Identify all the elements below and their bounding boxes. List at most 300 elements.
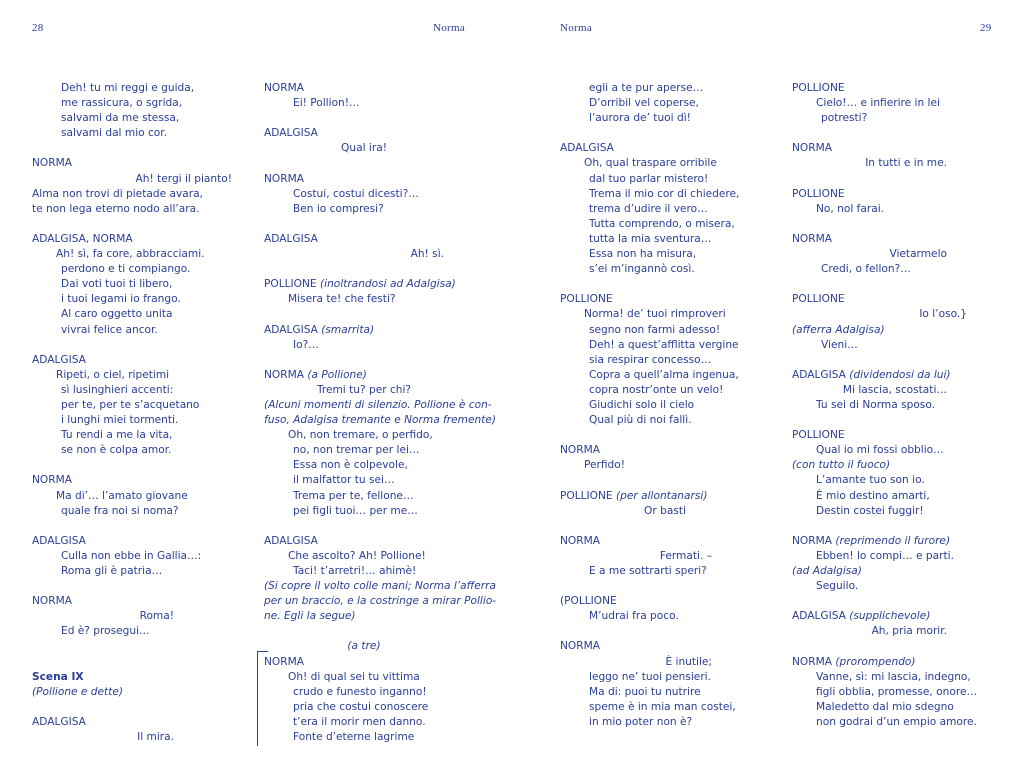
- verse-line: [264, 730, 464, 745]
- line-text: Giudichi solo il cielo: [589, 398, 695, 411]
- speaker-name: [792, 81, 967, 96]
- line-text: NORMA: [560, 534, 601, 547]
- blank-line: [32, 217, 232, 232]
- speaker-name: [560, 534, 770, 549]
- line-text: Vietarmelo: [889, 248, 947, 261]
- line-text: fuso, Adalgisa tremante e Norma fremente): [264, 414, 497, 427]
- verse-line: [32, 383, 232, 398]
- stage-direction: [792, 564, 967, 579]
- verse-line: [32, 111, 232, 126]
- line-text: pria che costui conoscere: [293, 700, 429, 713]
- right-running-title: Norma: [560, 22, 593, 34]
- line-text: Tremi tu? per chi?: [316, 383, 412, 396]
- line-text: se non è colpa amor.: [61, 444, 172, 457]
- verse-line: [792, 262, 967, 277]
- verse-line: [560, 96, 770, 111]
- line-text: Dai voti tuoi ti libero,: [61, 278, 173, 291]
- speaker-name: [32, 156, 232, 171]
- line-text: POLLIONE: [792, 187, 845, 200]
- speaker-name: [792, 609, 967, 624]
- verse-line: [792, 443, 967, 458]
- verse-line: [32, 398, 232, 413]
- verse-line: [264, 564, 464, 579]
- blank-line: [792, 172, 967, 187]
- verse-line: [560, 338, 770, 353]
- verse-line: [792, 338, 967, 353]
- speaker-name: [792, 534, 967, 549]
- line-text: POLLIONE: [792, 82, 845, 94]
- verse-line: [792, 307, 967, 322]
- verse-line: [32, 624, 232, 639]
- line-text: NORMA: [792, 655, 833, 668]
- line-text: Ma di: puoi tu nutrire: [589, 685, 701, 698]
- speaker-name: [792, 187, 967, 202]
- text-column-1: [32, 81, 232, 745]
- line-text: ADALGISA: [792, 368, 846, 381]
- verse-line: [560, 111, 770, 126]
- verse-line: [792, 111, 967, 126]
- verse-line: [560, 715, 770, 730]
- verse-line: [32, 323, 232, 338]
- stage-direction: (a Pollione): [304, 368, 367, 381]
- line-text: no, non tremar per lei…: [293, 444, 420, 457]
- verse-line: [792, 473, 967, 488]
- blank-line: [32, 655, 232, 670]
- line-text: Cielo!… e infierire in lei: [816, 97, 940, 110]
- verse-line: [560, 353, 770, 368]
- line-text: i lunghi miei tormenti.: [61, 414, 179, 427]
- verse-line: [32, 307, 232, 322]
- line-text: trema d’udire il vero…: [589, 202, 708, 215]
- blank-line: [32, 519, 232, 534]
- speaker-name: [264, 655, 464, 670]
- line-text: Or basti: [644, 504, 686, 517]
- line-text: Taci! t’arretri!… ahimè!: [293, 565, 417, 577]
- line-text: M’udrai fra poco.: [589, 610, 679, 623]
- line-text: Qual più di noi fallì.: [589, 414, 692, 427]
- speaker-name: [560, 443, 770, 458]
- stage-direction: [264, 579, 496, 594]
- verse-line: [560, 383, 770, 398]
- line-text: tutta la mia sventura…: [589, 232, 712, 245]
- line-text: Ripeti, o ciel, ripetimi: [56, 368, 170, 381]
- line-text: Roma gli è patria…: [61, 565, 163, 577]
- line-text: NORMA: [560, 444, 601, 457]
- line-text: D’orribil vel coperse,: [589, 97, 699, 110]
- speaker-name: [264, 81, 464, 96]
- verse-line: [32, 262, 232, 277]
- line-text: segno non farmi adesso!: [589, 323, 721, 336]
- line-text: (con tutto il fuoco): [792, 459, 891, 472]
- speaker-name: [560, 639, 770, 654]
- line-text: POLLIONE: [792, 293, 845, 306]
- line-text: (Pollione e dette): [32, 685, 123, 698]
- verse-line: [792, 398, 967, 413]
- line-text: per un braccio, e la costringe a mirar Pollio-: [264, 595, 497, 608]
- speaker-name: [32, 715, 232, 730]
- verse-line: [264, 443, 464, 458]
- verse-line: [560, 700, 770, 715]
- speaker-name: [792, 368, 967, 383]
- blank-line: [792, 519, 967, 534]
- speaker-name: [560, 594, 770, 609]
- verse-line: [264, 187, 464, 202]
- speaker-name: [264, 277, 464, 292]
- blank-line: [264, 519, 464, 534]
- line-text: (Alcuni momenti di silenzio. Pollione è con-: [264, 398, 492, 411]
- speaker-name: [560, 141, 770, 156]
- line-text: ADALGISA: [792, 610, 846, 623]
- stage-direction: (prorompendo): [832, 655, 916, 668]
- line-text: Essa non è colpevole,: [293, 459, 408, 472]
- line-text: egli a te pur aperse…: [589, 82, 704, 94]
- verse-line: [264, 292, 464, 307]
- right-page: [512, 0, 1024, 768]
- line-text: È inutile;: [665, 655, 712, 668]
- verse-line: [32, 187, 232, 202]
- blank-line: [32, 141, 232, 156]
- line-text: l’aurora de’ tuoi dì!: [589, 112, 691, 125]
- speaker-name: [792, 292, 967, 307]
- speaker-name: [32, 353, 232, 368]
- verse-line: [560, 187, 770, 202]
- blank-line: [560, 624, 770, 639]
- speaker-name: [560, 292, 770, 307]
- verse-line: [560, 564, 770, 579]
- verse-line: [32, 504, 232, 519]
- line-text: ADALGISA: [32, 715, 86, 728]
- line-text: Scena IX: [32, 670, 84, 683]
- verse-line: [560, 655, 770, 670]
- verse-line: [792, 700, 967, 715]
- line-text: t’era il morir men danno.: [293, 715, 426, 728]
- blank-line: [264, 624, 464, 639]
- line-text: per te, per te s’acquetano: [61, 398, 200, 411]
- line-text: ADALGISA: [264, 232, 318, 245]
- speaker-name: [32, 232, 232, 247]
- line-text: speme è in mia man costei,: [589, 700, 736, 713]
- verse-line: [32, 81, 232, 96]
- stage-direction: [792, 458, 967, 473]
- line-text: Ebben! lo compi… e parti.: [816, 549, 954, 562]
- line-text: (a tre): [347, 640, 381, 653]
- blank-line: [32, 338, 232, 353]
- line-text: POLLIONE: [560, 489, 613, 502]
- verse-line: [560, 458, 770, 473]
- verse-line: [32, 609, 232, 624]
- line-text: Che ascolto? Ah! Pollione!: [288, 549, 426, 562]
- blank-line: [560, 428, 770, 443]
- line-text: Misera te! che festi?: [288, 293, 396, 306]
- line-text: NORMA: [32, 157, 73, 170]
- line-text: non godrai d’un empio amore.: [816, 715, 977, 728]
- line-text: crudo e funesto inganno!: [293, 685, 427, 698]
- left-page-number: 28: [32, 22, 44, 34]
- blank-line: [560, 277, 770, 292]
- verse-line: [560, 156, 770, 171]
- verse-line: [32, 413, 232, 428]
- stage-direction: (reprimendo il furore): [832, 534, 951, 547]
- verse-line: [792, 489, 967, 504]
- line-text: Maledetto dal mio sdegno: [816, 700, 954, 713]
- blank-line: [32, 639, 232, 654]
- line-text: NORMA: [792, 142, 833, 155]
- verse-line: [560, 609, 770, 624]
- blank-line: [264, 217, 464, 232]
- line-text: ADALGISA: [264, 127, 318, 140]
- verse-line: [560, 81, 770, 96]
- speaker-name: [264, 232, 464, 247]
- line-text: Vanne, sì: mi lascia, indegno,: [816, 670, 971, 683]
- blank-line: [792, 126, 967, 141]
- line-text: Ei! Pollion!…: [293, 97, 360, 110]
- speaker-name: [264, 323, 464, 338]
- verse-line: [264, 504, 464, 519]
- line-text: in mio poter non è?: [589, 715, 693, 728]
- line-text: Qual io mi fossi obblio…: [816, 444, 944, 457]
- verse-line: [264, 685, 464, 700]
- blank-line: [792, 639, 967, 654]
- line-text: ADALGISA: [32, 534, 86, 547]
- blank-line: [32, 579, 232, 594]
- text-column-3: [560, 81, 770, 730]
- line-text: te non lega eterno nodo all’ara.: [32, 202, 200, 215]
- line-text: Perfido!: [584, 459, 626, 472]
- verse-line: [264, 473, 464, 488]
- speaker-name: [32, 473, 232, 488]
- stage-direction: (supplichevole): [845, 610, 931, 623]
- line-text: Copra a quell’alma ingenua,: [589, 368, 739, 381]
- verse-line: [264, 141, 464, 156]
- blank-line: [792, 217, 967, 232]
- blank-line: [560, 126, 770, 141]
- verse-line: [32, 564, 232, 579]
- verse-line: [792, 156, 967, 171]
- blank-line: [264, 156, 464, 171]
- verse-line: [32, 292, 232, 307]
- line-text: POLLIONE: [792, 429, 845, 442]
- verse-line: [264, 247, 464, 262]
- stage-direction: (per allontanarsi): [612, 489, 708, 502]
- verse-line: [32, 247, 232, 262]
- verse-line: [560, 368, 770, 383]
- verse-line: [264, 700, 464, 715]
- speaker-name: [264, 126, 464, 141]
- line-text: Io?…: [293, 338, 319, 351]
- line-text: Norma! de’ tuoi rimproveri: [584, 308, 726, 321]
- line-text: Seguilo.: [816, 580, 859, 593]
- stage-direction: [264, 594, 497, 609]
- line-text: figli obblia, promesse, onore…: [816, 685, 978, 698]
- verse-line: [32, 443, 232, 458]
- line-text: salvami dal mio cor.: [61, 127, 168, 140]
- stage-bracket: [257, 651, 268, 746]
- line-text: Roma!: [139, 610, 174, 623]
- line-text: ADALGISA: [264, 323, 318, 336]
- line-text: vivrai felice ancor.: [61, 323, 158, 336]
- line-text: Oh, non tremare, o perfido,: [288, 429, 433, 442]
- line-text: (POLLIONE: [560, 595, 617, 608]
- speaker-name: [792, 141, 967, 156]
- stage-direction: [264, 639, 464, 654]
- line-text: POLLIONE: [560, 293, 613, 306]
- speaker-name: [264, 172, 464, 187]
- line-text: Destin costei fuggir!: [816, 504, 924, 517]
- verse-line: [792, 715, 977, 730]
- line-text: sia respirar concesso…: [589, 353, 712, 366]
- blank-line: [264, 307, 464, 322]
- text-column-4: [792, 81, 978, 730]
- line-text: salvami da me stessa,: [61, 112, 180, 125]
- line-text: NORMA: [264, 172, 305, 185]
- line-text: NORMA: [560, 640, 601, 653]
- verse-line: [560, 232, 770, 247]
- scene-heading: [32, 670, 232, 685]
- verse-line: [32, 126, 232, 141]
- line-text: Vieni…: [821, 338, 858, 351]
- line-text: ADALGISA, NORMA: [32, 232, 133, 245]
- line-text: NORMA: [32, 474, 73, 487]
- line-text: Costui, costui dicesti?…: [293, 187, 419, 200]
- verse-line: [792, 579, 967, 594]
- line-text: pei figli tuoi… per me…: [293, 504, 418, 517]
- verse-line: [32, 730, 232, 745]
- line-text: NORMA: [264, 655, 305, 668]
- blank-line: [32, 458, 232, 473]
- line-text: POLLIONE: [264, 278, 317, 291]
- speaker-name: [32, 534, 232, 549]
- speaker-name: [560, 489, 770, 504]
- verse-line: [264, 383, 464, 398]
- stage-direction: [264, 413, 497, 428]
- line-text: ADALGISA: [560, 142, 614, 155]
- line-text: NORMA: [792, 534, 833, 547]
- speaker-name: [792, 232, 967, 247]
- stage-direction: [792, 323, 967, 338]
- line-text: No, nol farai.: [816, 202, 885, 215]
- line-text: L’amante tuo son io.: [816, 474, 925, 487]
- verse-line: [560, 398, 770, 413]
- verse-line: [792, 549, 967, 564]
- verse-line: [792, 624, 967, 639]
- stage-direction: (dividendosi da lui): [845, 368, 951, 381]
- line-text: quale fra noi si noma?: [61, 504, 179, 517]
- speaker-name: [792, 655, 967, 670]
- line-text: Trema per te, fellone…: [293, 489, 414, 502]
- line-text: Fonte d’eterne lagrime: [293, 731, 415, 744]
- verse-line: [560, 549, 770, 564]
- line-text: perdono e ti compiango.: [61, 263, 191, 276]
- line-text: Culla non ebbe in Gallia…:: [61, 549, 202, 562]
- verse-line: [264, 458, 464, 473]
- line-text: Ah! sì, fa core, abbracciami.: [56, 248, 205, 261]
- speaker-name: [32, 594, 232, 609]
- blank-line: [792, 277, 967, 292]
- text-column-2: [264, 81, 497, 745]
- line-text: Deh! tu mi reggi e guida,: [61, 82, 195, 94]
- line-text: s’ei m’ingannò così.: [589, 263, 695, 276]
- line-text: ne. Egli la segue): [264, 610, 356, 623]
- line-text: Al caro oggetto unita: [61, 308, 173, 321]
- line-text: (afferra Adalgisa): [792, 323, 885, 336]
- line-text: Oh, qual traspare orribile: [584, 157, 717, 170]
- line-text: (Si copre il volto colle mani; Norma l’afferra: [264, 580, 496, 593]
- line-text: Ben io compresi?: [293, 202, 384, 215]
- verse-line: [792, 247, 967, 262]
- line-text: In tutti e in me.: [865, 157, 947, 170]
- line-text: Qual ira!: [341, 142, 387, 155]
- verse-line: [560, 217, 770, 232]
- verse-line: [32, 96, 232, 111]
- verse-line: [560, 172, 770, 187]
- line-text: Essa non ha misura,: [589, 248, 697, 261]
- line-text: NORMA: [264, 82, 305, 94]
- verse-line: [264, 96, 464, 111]
- line-text: NORMA: [264, 368, 305, 381]
- line-text: potresti?: [821, 112, 868, 125]
- line-text: Tutta comprendo, o misera,: [589, 217, 735, 230]
- stage-direction: [264, 398, 492, 413]
- verse-line: [792, 383, 967, 398]
- verse-line: [560, 262, 770, 277]
- verse-line: [792, 670, 971, 685]
- verse-line: [264, 549, 464, 564]
- line-text: Credi, o fellon?…: [821, 263, 911, 276]
- blank-line: [560, 473, 770, 488]
- line-text: Mi lascia, scostati…: [842, 383, 947, 396]
- line-text: Deh! a quest’afflitta vergine: [589, 338, 739, 351]
- line-text: Oh! di qual sei tu vittima: [288, 670, 420, 683]
- stage-direction: [264, 609, 464, 624]
- verse-line: [792, 504, 967, 519]
- line-text: copra nostr’onte un velo!: [589, 383, 724, 396]
- line-text: Tu sei di Norma sposo.: [816, 398, 935, 411]
- verse-line: [32, 428, 232, 443]
- verse-line: [560, 685, 770, 700]
- line-text: Ah! sì.: [410, 248, 444, 261]
- verse-line: [32, 202, 232, 217]
- line-text: Ah! tergi il pianto!: [135, 172, 232, 185]
- line-text: sì lusinghieri accenti:: [61, 383, 174, 396]
- line-text: Fermati. –: [659, 549, 712, 562]
- verse-line: [560, 670, 770, 685]
- line-text: NORMA: [792, 232, 833, 245]
- verse-line: [32, 277, 232, 292]
- blank-line: [264, 353, 464, 368]
- line-text: (ad Adalgisa): [792, 565, 862, 577]
- line-text: È mio destino amarti,: [816, 489, 930, 502]
- verse-line: [560, 504, 770, 519]
- speaker-name: [792, 428, 967, 443]
- line-text: NORMA: [32, 595, 73, 608]
- line-text: Ed è? prosegui…: [61, 625, 150, 638]
- stage-direction: (smarrita): [317, 323, 375, 336]
- blank-line: [792, 413, 967, 428]
- verse-line: [32, 172, 232, 187]
- verse-line: [792, 202, 967, 217]
- verse-line: [32, 368, 232, 383]
- verse-line: [32, 549, 232, 564]
- speaker-name: [264, 368, 464, 383]
- blank-line: [264, 111, 464, 126]
- stage-direction: (inoltrandosi ad Adalgisa): [316, 278, 456, 291]
- blank-line: [792, 594, 967, 609]
- verse-line: [560, 323, 770, 338]
- verse-line: [792, 96, 967, 111]
- verse-line: [560, 307, 770, 322]
- line-text: dal tuo parlar mistero!: [589, 172, 709, 185]
- verse-line: [264, 715, 464, 730]
